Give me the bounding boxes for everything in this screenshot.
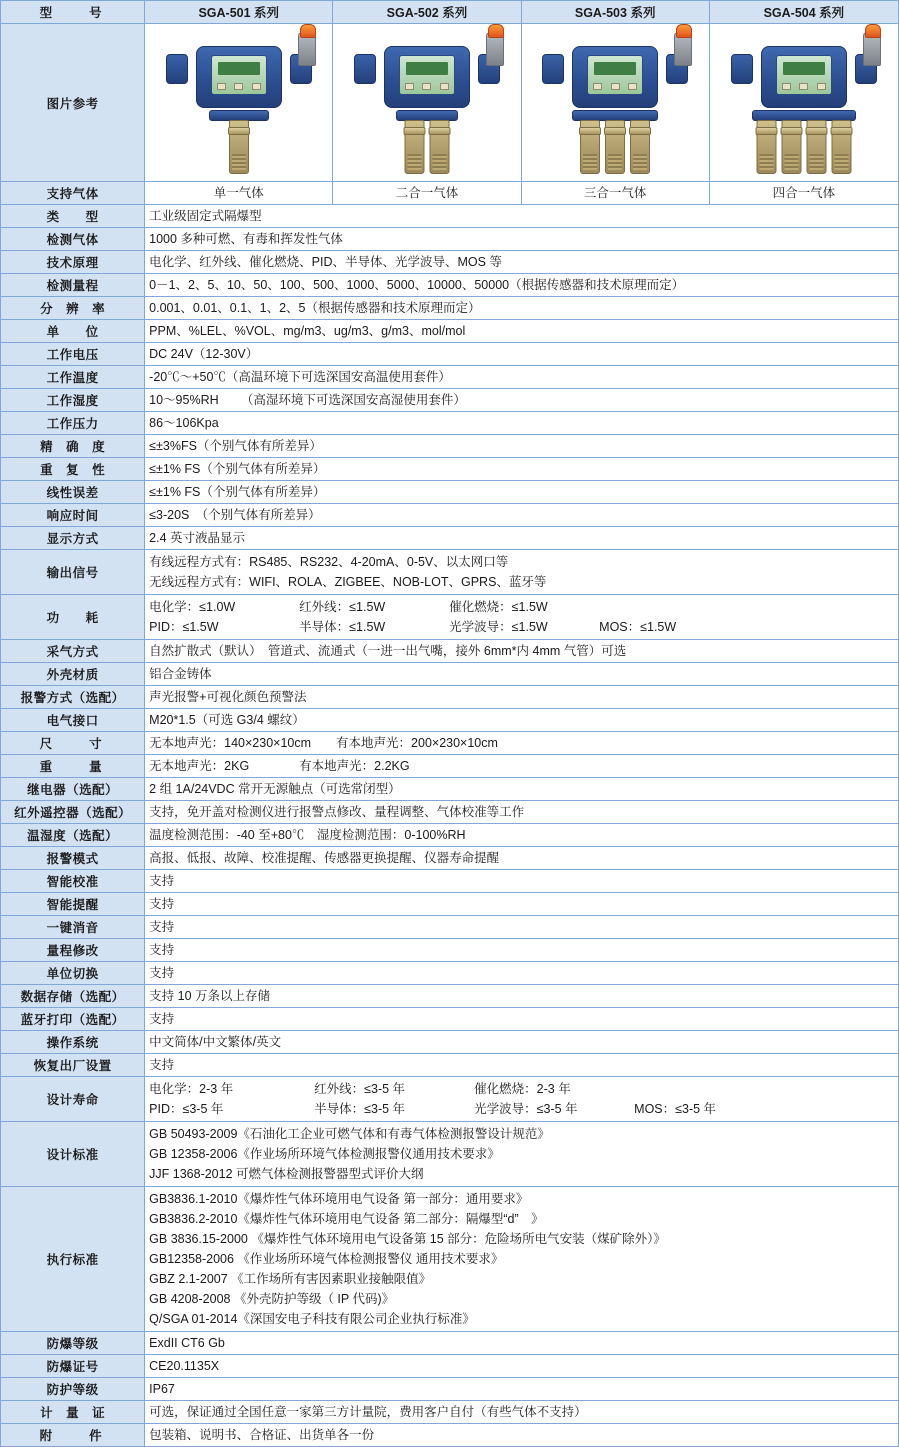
table-row-alarm-mode xyxy=(1,847,899,870)
table-row-work-temp xyxy=(1,366,899,389)
power-item-optical: 光学波导：≤1.5W xyxy=(449,620,548,634)
detector-display-panel xyxy=(776,55,832,95)
model-name-501: SGA-501 系列 xyxy=(145,1,333,24)
keypad-icon xyxy=(217,83,261,90)
power-item-electrochem: 电化学：≤1.0W xyxy=(149,600,236,614)
gas-detector-illustration-4 xyxy=(719,28,889,178)
row-value-factory-reset: 支持 xyxy=(145,1054,899,1077)
power-line-2 xyxy=(149,617,894,637)
row-label-image: 图片参考 xyxy=(1,24,145,182)
row-value-exec-standard xyxy=(145,1187,899,1332)
row-label-weight: 重 量 xyxy=(1,755,145,778)
row-value-accuracy: ≤±3%FS（个别气体有所差异） xyxy=(145,435,899,458)
exec-standard-line-6: GB 4208-2008 《外壳防护等级（ IP 代码)》 xyxy=(149,1292,395,1306)
mount-bracket-left-icon xyxy=(542,54,564,84)
row-label-support-gas: 支持气体 xyxy=(1,182,145,205)
table-row-accuracy xyxy=(1,435,899,458)
row-value-housing: 铝合金铸体 xyxy=(145,663,899,686)
table-row-work-pressure xyxy=(1,412,899,435)
table-row-model xyxy=(1,1,899,24)
row-label-resolution: 分 辨 率 xyxy=(1,297,145,320)
detector-body xyxy=(384,46,470,108)
model-name-502: SGA-502 系列 xyxy=(333,1,521,24)
row-value-temp-humidity: 温度检测范围：-40 至+80℃ 湿度检测范围：0-100%RH xyxy=(145,824,899,847)
row-label-accuracy: 精 确 度 xyxy=(1,435,145,458)
row-label-smart-reminder: 智能提醒 xyxy=(1,893,145,916)
row-value-ip-level: IP67 xyxy=(145,1378,899,1401)
row-label-type: 类 型 xyxy=(1,205,145,228)
row-value-resolution: 0.001、0.01、0.1、1、2、5（根据传感器和技术原理而定） xyxy=(145,297,899,320)
alarm-beacon-icon xyxy=(674,32,692,66)
row-value-range-modify: 支持 xyxy=(145,939,899,962)
table-row-response-time xyxy=(1,504,899,527)
sensor-probe xyxy=(605,120,625,174)
power-item-catalytic: 催化燃烧：≤1.5W xyxy=(449,600,548,614)
row-value-repeatability: ≤±1% FS（个别气体有所差异） xyxy=(145,458,899,481)
gas-detector-illustration-2 xyxy=(342,28,512,178)
support-gas-501: 单一气体 xyxy=(145,182,333,205)
row-label-model: 型 号 xyxy=(1,1,145,24)
table-row-ex-level xyxy=(1,1332,899,1355)
row-value-power xyxy=(145,595,899,640)
table-row-work-humidity xyxy=(1,389,899,412)
life-item-pid: PID：≤3-5 年 xyxy=(149,1102,224,1116)
exec-standard-line-2: GB3836.2-2010《爆炸性气体环境用电气设备 第二部分：隔爆型“d” 》 xyxy=(149,1212,544,1226)
table-row-ex-cert xyxy=(1,1355,899,1378)
table-row-smart-reminder xyxy=(1,893,899,916)
row-value-ex-level: ExdII CT6 Gb xyxy=(145,1332,899,1355)
row-label-bluetooth-print: 蓝牙打印（选配） xyxy=(1,1008,145,1031)
row-value-smart-reminder: 支持 xyxy=(145,893,899,916)
row-value-range: 0－1、2、5、10、50、100、500、1000、5000、10000、50000（根据传感器和技术原理而定） xyxy=(145,274,899,297)
sensor-probe xyxy=(831,120,851,174)
row-label-electrical-interface: 电气接口 xyxy=(1,709,145,732)
row-label-ip-level: 防护等级 xyxy=(1,1378,145,1401)
table-row-smart-calibration xyxy=(1,870,899,893)
table-row-alarm-method xyxy=(1,686,899,709)
sensor-group-1 xyxy=(229,120,249,174)
detector-display-panel xyxy=(211,55,267,95)
row-label-ir-remote: 红外遥控器（选配） xyxy=(1,801,145,824)
keypad-icon xyxy=(593,83,637,90)
row-label-power: 功 耗 xyxy=(1,595,145,640)
row-value-smart-calibration: 支持 xyxy=(145,870,899,893)
power-item-pid: PID：≤1.5W xyxy=(149,620,219,634)
table-row-data-storage xyxy=(1,985,899,1008)
table-row-temp-humidity xyxy=(1,824,899,847)
table-row-mute xyxy=(1,916,899,939)
sensor-probe xyxy=(806,120,826,174)
sensor-probe xyxy=(756,120,776,174)
row-value-work-temp: -20℃～+50℃（高温环境下可选深国安高温使用套件） xyxy=(145,366,899,389)
power-line-1 xyxy=(149,597,894,617)
table-row-ir-remote xyxy=(1,801,899,824)
row-label-work-temp: 工作温度 xyxy=(1,366,145,389)
design-standard-line-3: JJF 1368-2012 可燃气体检测报警器型式评价大纲 xyxy=(149,1167,424,1181)
row-label-size: 尺 寸 xyxy=(1,732,145,755)
mount-bracket-left-icon xyxy=(354,54,376,84)
table-row-principle xyxy=(1,251,899,274)
row-value-os: 中文简体/中文繁体/英文 xyxy=(145,1031,899,1054)
life-item-semiconductor: 半导体：≤3-5 年 xyxy=(314,1102,406,1116)
row-label-accessories: 附 件 xyxy=(1,1424,145,1447)
row-value-sampling: 自然扩散式（默认） 管道式、流通式（一进一出气嘴，接外 6mm*内 4mm 气管）可选 xyxy=(145,640,899,663)
row-label-display: 显示方式 xyxy=(1,527,145,550)
output-wired-line: 有线远程方式有：RS485、RS232、4-20mA、0-5V、以太网口等 xyxy=(149,555,509,569)
table-row-os xyxy=(1,1031,899,1054)
sensor-probe xyxy=(404,120,424,174)
row-value-display: 2.4 英寸液晶显示 xyxy=(145,527,899,550)
exec-standard-line-7: Q/SGA 01-2014《深国安电子科技有限公司企业执行标准》 xyxy=(149,1312,475,1326)
table-row-images xyxy=(1,24,899,182)
row-label-os: 操作系统 xyxy=(1,1031,145,1054)
table-row-resolution xyxy=(1,297,899,320)
lcd-screen-icon xyxy=(218,62,260,75)
row-value-type: 工业级固定式隔爆型 xyxy=(145,205,899,228)
row-label-work-pressure: 工作压力 xyxy=(1,412,145,435)
table-row-display xyxy=(1,527,899,550)
table-row-exec-standard xyxy=(1,1187,899,1332)
table-row-relay xyxy=(1,778,899,801)
row-label-exec-standard: 执行标准 xyxy=(1,1187,145,1332)
row-label-response-time: 响应时间 xyxy=(1,504,145,527)
row-label-alarm-mode: 报警模式 xyxy=(1,847,145,870)
power-item-infrared: 红外线：≤1.5W xyxy=(299,600,386,614)
table-row-unit xyxy=(1,320,899,343)
life-item-mos: MOS：≤3-5 年 xyxy=(634,1102,717,1116)
row-label-sampling: 采气方式 xyxy=(1,640,145,663)
life-line-2 xyxy=(149,1099,894,1119)
row-label-factory-reset: 恢复出厂设置 xyxy=(1,1054,145,1077)
row-label-relay: 继电器（选配） xyxy=(1,778,145,801)
table-row-metrology-cert xyxy=(1,1401,899,1424)
row-label-unit-switch: 单位切换 xyxy=(1,962,145,985)
table-row-accessories xyxy=(1,1424,899,1447)
row-value-linearity: ≤±1% FS（个别气体有所差异） xyxy=(145,481,899,504)
row-value-work-humidity: 10～95%RH （高湿环境下可选深国安高湿使用套件） xyxy=(145,389,899,412)
support-gas-504: 四合一气体 xyxy=(709,182,898,205)
alarm-beacon-icon xyxy=(486,32,504,66)
device-image-502 xyxy=(333,24,521,182)
power-item-semiconductor: 半导体：≤1.5W xyxy=(299,620,386,634)
row-value-metrology-cert: 可选，保证通过全国任意一家第三方计量院，费用客户自付（有些气体不支持） xyxy=(145,1401,899,1424)
keypad-icon xyxy=(405,83,449,90)
alarm-beacon-icon xyxy=(863,32,881,66)
row-value-ex-cert: CE20.1135X xyxy=(145,1355,899,1378)
life-line-1 xyxy=(149,1079,894,1099)
device-image-501 xyxy=(145,24,333,182)
row-label-output-signal: 输出信号 xyxy=(1,550,145,595)
row-label-repeatability: 重 复 性 xyxy=(1,458,145,481)
row-value-mute: 支持 xyxy=(145,916,899,939)
life-item-electrochem: 电化学：2-3 年 xyxy=(149,1082,234,1096)
life-item-catalytic: 催化燃烧：2-3 年 xyxy=(474,1082,571,1096)
detector-body xyxy=(761,46,847,108)
row-value-design-standard xyxy=(145,1122,899,1187)
alarm-beacon-icon xyxy=(298,32,316,66)
row-value-alarm-mode: 高报、低报、故障、校准提醒、传感器更换提醒、仪器寿命提醒 xyxy=(145,847,899,870)
exec-standard-line-5: GBZ 2.1-2007 《工作场所有害因素职业接触限值》 xyxy=(149,1272,432,1286)
lcd-screen-icon xyxy=(594,62,636,75)
row-label-temp-humidity: 温湿度（选配） xyxy=(1,824,145,847)
detector-body xyxy=(196,46,282,108)
row-label-mute: 一键消音 xyxy=(1,916,145,939)
table-row-voltage xyxy=(1,343,899,366)
table-row-linearity xyxy=(1,481,899,504)
table-row-range-modify xyxy=(1,939,899,962)
row-label-smart-calibration: 智能校准 xyxy=(1,870,145,893)
row-value-unit-switch: 支持 xyxy=(145,962,899,985)
sensor-group-2 xyxy=(404,120,449,174)
table-row-design-standard xyxy=(1,1122,899,1187)
table-row-unit-switch xyxy=(1,962,899,985)
sensor-probe xyxy=(630,120,650,174)
row-label-design-standard: 设计标准 xyxy=(1,1122,145,1187)
row-value-detect-gas: 1000 多种可燃、有毒和挥发性气体 xyxy=(145,228,899,251)
detector-body xyxy=(572,46,658,108)
table-row-design-life xyxy=(1,1077,899,1122)
row-value-accessories: 包装箱、说明书、合格证、出货单各一份 xyxy=(145,1424,899,1447)
row-value-work-pressure: 86～106Kpa xyxy=(145,412,899,435)
lcd-screen-icon xyxy=(783,62,825,75)
exec-standard-line-4: GB12358-2006 《作业场所环境气体检测报警仪 通用技术要求》 xyxy=(149,1252,504,1266)
table-row-sampling xyxy=(1,640,899,663)
lcd-screen-icon xyxy=(406,62,448,75)
design-standard-line-2: GB 12358-2006《作业场所环境气体检测报警仪通用技术要求》 xyxy=(149,1147,500,1161)
exec-standard-line-1: GB3836.1-2010《爆炸性气体环境用电气设备 第一部分：通用要求》 xyxy=(149,1192,529,1206)
table-row-repeatability xyxy=(1,458,899,481)
table-row-range xyxy=(1,274,899,297)
row-label-metrology-cert: 计 量 证 xyxy=(1,1401,145,1424)
detector-display-panel xyxy=(587,55,643,95)
row-label-unit: 单 位 xyxy=(1,320,145,343)
row-value-unit: PPM、%LEL、%VOL、mg/m3、ug/m3、g/m3、mol/mol xyxy=(145,320,899,343)
row-value-response-time: ≤3-20S （个别气体有所差异） xyxy=(145,504,899,527)
row-value-data-storage: 支持 10 万条以上存储 xyxy=(145,985,899,1008)
sensor-probe xyxy=(229,120,249,174)
output-wireless-line: 无线远程方式有：WIFI、ROLA、ZIGBEE、NOB-LOT、GPRS、蓝牙等 xyxy=(149,575,547,589)
table-row-size xyxy=(1,732,899,755)
row-value-bluetooth-print: 支持 xyxy=(145,1008,899,1031)
table-row-factory-reset xyxy=(1,1054,899,1077)
table-row-housing xyxy=(1,663,899,686)
row-label-principle: 技术原理 xyxy=(1,251,145,274)
detector-display-panel xyxy=(399,55,455,95)
row-value-design-life xyxy=(145,1077,899,1122)
sensor-probe xyxy=(429,120,449,174)
row-label-detect-gas: 检测气体 xyxy=(1,228,145,251)
gas-detector-illustration-1 xyxy=(154,28,324,178)
row-value-output-signal xyxy=(145,550,899,595)
row-label-voltage: 工作电压 xyxy=(1,343,145,366)
table-row-output-signal xyxy=(1,550,899,595)
life-item-optical: 光学波导：≤3-5 年 xyxy=(474,1102,578,1116)
row-label-ex-level: 防爆等级 xyxy=(1,1332,145,1355)
sensor-probe xyxy=(580,120,600,174)
table-row-electrical-interface xyxy=(1,709,899,732)
table-row-ip-level xyxy=(1,1378,899,1401)
table-row-power xyxy=(1,595,899,640)
device-image-503 xyxy=(521,24,709,182)
model-name-503: SGA-503 系列 xyxy=(521,1,709,24)
table-row-support-gas xyxy=(1,182,899,205)
row-label-data-storage: 数据存储（选配） xyxy=(1,985,145,1008)
row-value-relay: 2 组 1A/24VDC 常开无源触点（可选常闭型） xyxy=(145,778,899,801)
table-row-type xyxy=(1,205,899,228)
mount-bracket-left-icon xyxy=(731,54,753,84)
table-row-detect-gas xyxy=(1,228,899,251)
support-gas-503: 三合一气体 xyxy=(521,182,709,205)
power-item-mos: MOS：≤1.5W xyxy=(599,620,677,634)
row-value-alarm-method: 声光报警+可视化颜色预警法 xyxy=(145,686,899,709)
row-value-electrical-interface: M20*1.5（可选 G3/4 螺纹） xyxy=(145,709,899,732)
row-label-design-life: 设计寿命 xyxy=(1,1077,145,1122)
row-label-ex-cert: 防爆证号 xyxy=(1,1355,145,1378)
row-value-principle: 电化学、红外线、催化燃烧、PID、半导体、光学波导、MOS 等 xyxy=(145,251,899,274)
gas-detector-illustration-3 xyxy=(530,28,700,178)
row-value-ir-remote: 支持，免开盖对检测仪进行报警点修改、量程调整、气体校准等工作 xyxy=(145,801,899,824)
design-standard-line-1: GB 50493-2009《石油化工企业可燃气体和有毒气体检测报警设计规范》 xyxy=(149,1127,550,1141)
keypad-icon xyxy=(782,83,826,90)
exec-standard-line-3: GB 3836.15-2000 《爆炸性气体环境用电气设备第 15 部分：危险场所电气安装（煤矿除外）》 xyxy=(149,1232,666,1246)
table-row-weight xyxy=(1,755,899,778)
sensor-group-4 xyxy=(756,120,851,174)
row-value-size: 无本地声光：140×230×10cm 有本地声光：200×230×10cm xyxy=(145,732,899,755)
row-label-housing: 外壳材质 xyxy=(1,663,145,686)
row-value-weight: 无本地声光：2KG 有本地声光：2.2KG xyxy=(145,755,899,778)
device-image-504 xyxy=(709,24,898,182)
row-label-linearity: 线性误差 xyxy=(1,481,145,504)
row-value-voltage: DC 24V（12-30V） xyxy=(145,343,899,366)
sensor-group-3 xyxy=(580,120,650,174)
sensor-probe xyxy=(781,120,801,174)
row-label-work-humidity: 工作湿度 xyxy=(1,389,145,412)
support-gas-502: 二合一气体 xyxy=(333,182,521,205)
row-label-range-modify: 量程修改 xyxy=(1,939,145,962)
table-row-bluetooth-print xyxy=(1,1008,899,1031)
row-label-range: 检测量程 xyxy=(1,274,145,297)
row-label-alarm-method: 报警方式（选配） xyxy=(1,686,145,709)
model-name-504: SGA-504 系列 xyxy=(709,1,898,24)
mount-bracket-left-icon xyxy=(166,54,188,84)
life-item-infrared: 红外线：≤3-5 年 xyxy=(314,1082,406,1096)
